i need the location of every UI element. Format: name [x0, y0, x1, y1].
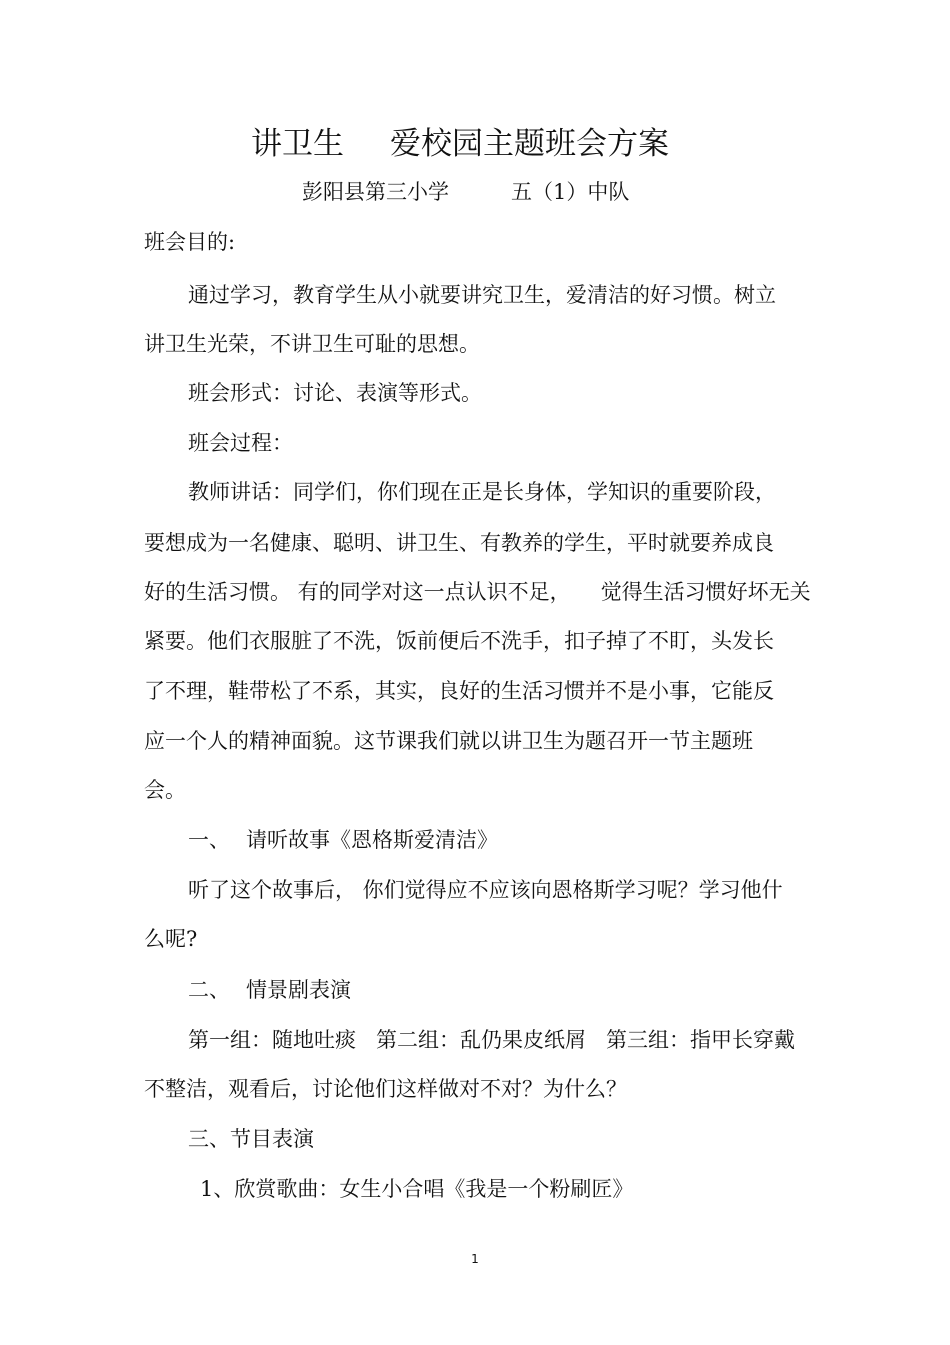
teacher-speech-line	[144, 578, 811, 606]
group-item: 第二组：乱仍果皮纸屑	[376, 1028, 586, 1052]
group-item: 第一组：随地吐痰	[188, 1028, 356, 1052]
program-item: 1、欣赏歌曲：女生小合唱《我是一个粉刷匠》	[200, 1177, 634, 1201]
section-1-line: 听了这个故事后， 你们觉得应不应该向恩格斯学习呢？学习他什	[188, 878, 783, 902]
squad-name: 五（1）中队	[511, 180, 630, 204]
objective-line: 讲卫生光荣，不讲卫生可耻的思想。	[144, 332, 480, 356]
page-number: 1	[471, 1252, 479, 1266]
section-1-line: 么呢?	[144, 927, 198, 951]
teacher-speech-line: 要想成为一名健康、聪明、讲卫生、有教养的学生，平时就要养成良	[144, 531, 774, 555]
process-heading: 班会过程：	[188, 431, 293, 455]
section-2-heading	[188, 976, 351, 1004]
teacher-speech-line: 会。	[144, 778, 186, 802]
teacher-speech-segment: 好的生活习惯。 有的同学对这一点认识不足，	[144, 580, 571, 604]
page-title	[0, 124, 920, 164]
title-part1: 讲卫生	[251, 126, 344, 162]
section-2-line: 不整洁，观看后，讨论他们这样做对不对？为什么？	[144, 1077, 627, 1101]
page-subtitle	[302, 178, 629, 206]
teacher-speech-line: 教师讲话：同学们，你们现在正是长身体，学知识的重要阶段，	[188, 480, 776, 504]
teacher-speech-segment: 觉得生活习惯好坏无关	[600, 580, 811, 604]
section-1-number: 一、	[188, 828, 230, 852]
section-3-heading: 三、节目表演	[188, 1127, 314, 1151]
section-2-title: 情景剧表演	[246, 978, 351, 1002]
meeting-form: 班会形式：讨论、表演等形式。	[188, 381, 482, 405]
title-part2: 爱校园主题班会方案	[390, 126, 669, 162]
section-1-title: 请听故事《恩格斯爱清洁》	[246, 828, 498, 852]
objective-line: 通过学习，教育学生从小就要讲究卫生，爱清洁的好习惯。树立	[188, 283, 776, 307]
teacher-speech-line: 紧要。他们衣服脏了不洗，饭前便后不洗手，扣子掉了不盯，头发长	[144, 629, 774, 653]
section-2-number: 二、	[188, 978, 230, 1002]
teacher-speech-line: 应一个人的精神面貌。这节课我们就以讲卫生为题召开一节主题班	[144, 729, 753, 753]
teacher-speech-line: 了不理，鞋带松了不系，其实，良好的生活习惯并不是小事，它能反	[144, 679, 774, 703]
section-2-groups	[188, 1026, 795, 1054]
section-1-heading	[188, 826, 498, 854]
school-name: 彭阳县第三小学	[302, 180, 449, 204]
objective-heading: 班会目的:	[144, 230, 236, 254]
group-item: 第三组：指甲长穿戴	[606, 1028, 795, 1052]
